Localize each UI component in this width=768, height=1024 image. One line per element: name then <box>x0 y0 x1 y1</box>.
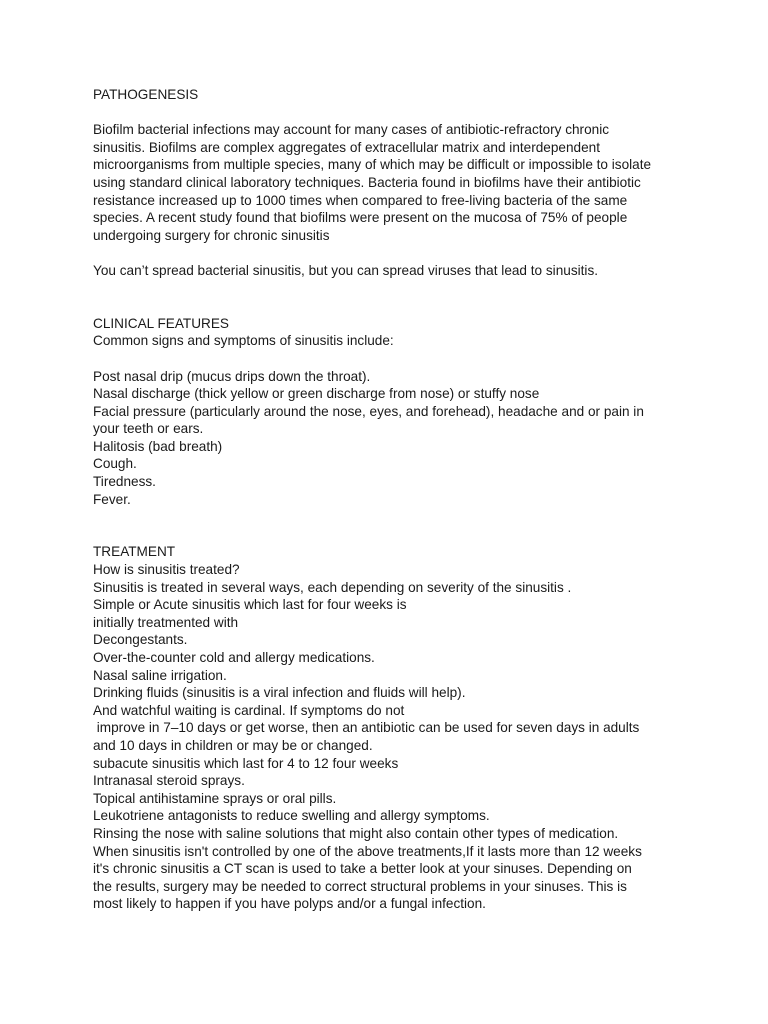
treatment-list <box>93 561 693 913</box>
spacer <box>93 350 693 368</box>
list-item: Cough. <box>93 456 137 472</box>
paragraph-line: resistance increased up to 1000 times when compared to free-living bacteria of the same <box>93 192 628 208</box>
list-item: Nasal discharge (thick yellow or green discharge from nose) or stuffy nose <box>93 386 540 402</box>
list-item: initially treatmented with <box>93 614 239 630</box>
spacer <box>93 297 693 315</box>
clinical-features-heading: CLINICAL FEATURES <box>93 315 229 331</box>
list-item: Sinusitis is treated in several ways, each depending on severity of the sinusitis . <box>93 579 572 595</box>
list-item: Nasal saline irrigation. <box>93 667 227 683</box>
list-item: most likely to happen if you have polyps and/or a fungal infection. <box>93 896 486 912</box>
paragraph-line: sinusitis. Biofilms are complex aggregates of extracellular matrix and interdependent <box>93 139 600 155</box>
list-item: improve in 7–10 days or get worse, then an antibiotic can be used for seven days in adults <box>93 720 640 736</box>
pathogenesis-note: You can’t spread bacterial sinusitis, but you can spread viruses that lead to sinusitis. <box>93 262 599 278</box>
symptom-list <box>93 368 693 509</box>
pathogenesis-heading: PATHOGENESIS <box>93 87 199 102</box>
paragraph-line: using standard clinical laboratory techniques. Bacteria found in biofilms have their antibiotic <box>93 174 641 190</box>
spacer <box>93 508 693 526</box>
list-item: And watchful waiting is cardinal. If symptoms do not <box>93 702 405 718</box>
list-item: it's chronic sinusitis a CT scan is used to take a better look at your sinuses. Depending on <box>93 861 632 877</box>
paragraph-line: Biofilm bacterial infections may account for many cases of antibiotic-refractory chronic <box>93 122 610 138</box>
list-item: Topical antihistamine sprays or oral pills. <box>93 790 337 806</box>
list-item: Intranasal steroid sprays. <box>93 773 245 789</box>
list-item: Leukotriene antagonists to reduce swelling and allergy symptoms. <box>93 808 490 824</box>
paragraph-line: species. A recent study found that biofilms were present on the mucosa of 75% of people <box>93 210 628 226</box>
spacer <box>93 244 693 262</box>
clinical-intro: Common signs and symptoms of sinusitis include: <box>93 333 394 349</box>
list-item: your teeth or ears. <box>93 421 204 437</box>
list-item: Over-the-counter cold and allergy medications. <box>93 650 375 665</box>
spacer <box>93 280 693 298</box>
list-item: Decongestants. <box>93 632 188 648</box>
list-item: When sinusitis isn't controlled by one of the above treatments,If it lasts more than 12 weeks <box>93 843 642 859</box>
list-item: Post nasal drip (mucus drips down the throat). <box>93 368 371 384</box>
pathogenesis-paragraph <box>93 121 693 244</box>
list-item: the results, surgery may be needed to correct structural problems in your sinuses. This is <box>93 878 627 894</box>
list-item: Drinking fluids (sinusitis is a viral infection and fluids will help). <box>93 685 466 701</box>
list-item: Fever. <box>93 491 131 507</box>
paragraph-line: microorganisms from multiple species, many of which may be difficult or impossible to isolate <box>93 157 652 173</box>
paragraph-line: undergoing surgery for chronic sinusitis <box>93 227 330 243</box>
list-item: subacute sinusitis which last for 4 to 12 four weeks <box>93 755 399 771</box>
list-item: Tiredness. <box>93 474 156 490</box>
list-item: Simple or Acute sinusitis which last for four weeks is <box>93 597 407 613</box>
list-item: How is sinusitis treated? <box>93 562 240 578</box>
list-item: Facial pressure (particularly around the nose, eyes, and forehead), headache and or pain in <box>93 403 644 419</box>
spacer <box>93 526 693 544</box>
list-item: and 10 days in children or may be or changed. <box>93 737 373 753</box>
treatment-heading: TREATMENT <box>93 544 176 560</box>
document-page <box>93 86 693 913</box>
list-item: Rinsing the nose with saline solutions that might also contain other types of medication. <box>93 825 619 841</box>
list-item: Halitosis (bad breath) <box>93 438 223 454</box>
spacer <box>93 104 693 122</box>
